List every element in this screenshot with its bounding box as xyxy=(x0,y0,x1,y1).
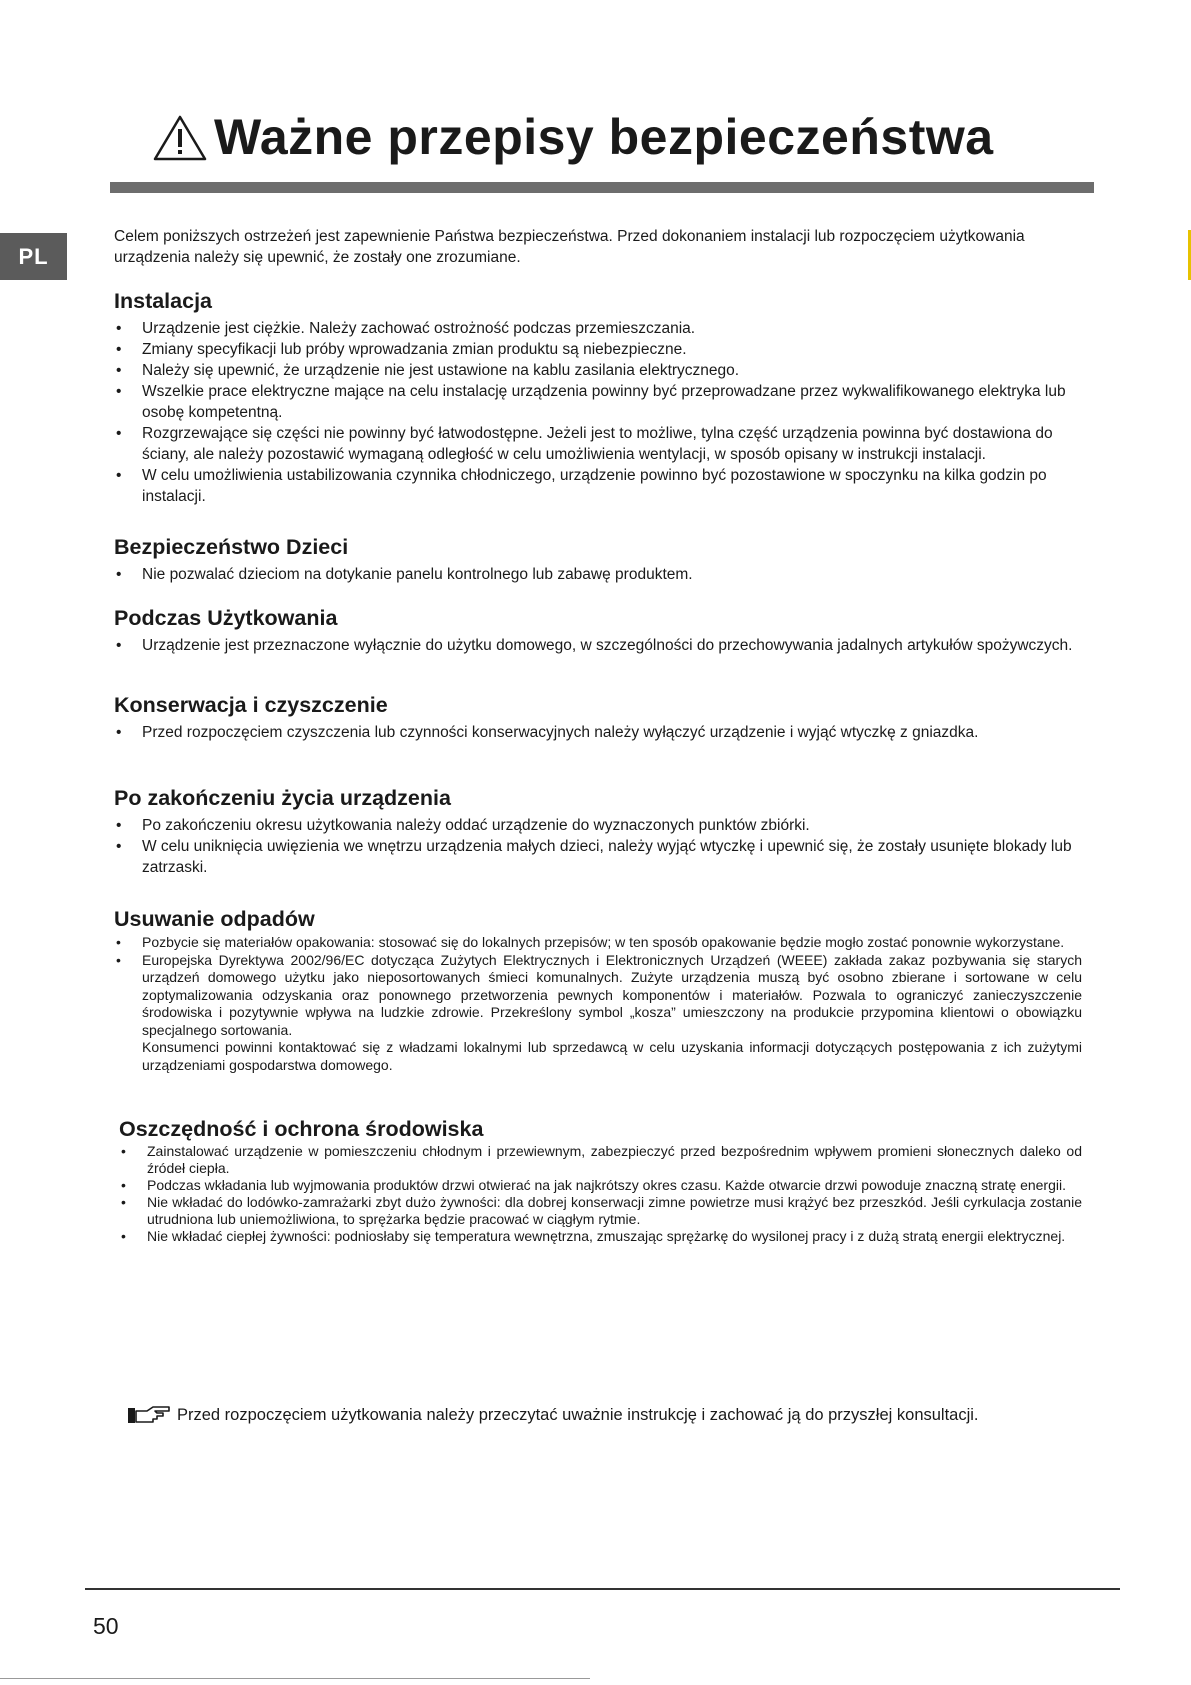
tip-note xyxy=(127,1405,979,1425)
warning-icon xyxy=(152,114,208,162)
bottom-edge-line xyxy=(0,1678,590,1679)
section-heading: Oszczędność i ochrona środowiska xyxy=(119,1117,484,1141)
page-number: 50 xyxy=(93,1613,119,1639)
list-item: • Nie wkładać ciepłej żywności: podniosłaby się temperatura wewnętrzna, zmuszając sprężarkę do wysilonej pracy i z dużą stratą energii elektrycznej. xyxy=(119,1228,1082,1245)
section-heading: Podczas Użytkowania xyxy=(114,606,338,630)
section-heading: Po zakończeniu życia urządzenia xyxy=(114,786,451,810)
section-heading: Instalacja xyxy=(114,289,212,313)
list-item xyxy=(114,952,1082,1075)
language-tab: PL xyxy=(0,233,67,280)
section-child-safety xyxy=(114,534,1082,585)
bullet-list xyxy=(114,815,1082,878)
list-item: • W celu umożliwienia ustabilizowania czynnika chłodniczego, urządzenie powinno być pozostawione w spoczynku na kilka godzin po instalacji. xyxy=(114,465,1082,507)
list-item: • Zainstalować urządzenie w pomieszczeniu chłodnym i przewiewnym, zabezpieczyć przed bezpośrednim wpływem promieni słonecznych daleko od źródeł ciepła. xyxy=(119,1143,1082,1177)
list-item: • Nie pozwalać dzieciom na dotykanie panelu kontrolnego lub zabawę produktem. xyxy=(114,564,1082,585)
list-item-text: Europejska Dyrektywa 2002/96/EC dotycząca Zużytych Elektrycznych i Elektronicznych Urządzeń (WEEE) zakłada zakaz pozbywania się starych urządzeń domowego użytku jako nieposortowanych śmieci komunalnych. Zużyte urządzenia muszą być osobno zbierane i sortowane w celu zoptymalizowania odzyskania oraz ponownego przetworzenia pewnych komponentów i materiałów. Pozwala to ograniczyć zanieczyszczenie środowiska i pozytywnie wpływa na ludzkie zdrowie. Przekreślony symbol „kosza” umieszczony na produkcie przypomina klientowi o obowiązku specjalnego sortowania. xyxy=(142,951,1082,1038)
list-item: • Przed rozpoczęciem czyszczenia lub czynności konserwacyjnych należy wyłączyć urządzenie i wyjąć wtyczkę z gniazdka. xyxy=(114,722,1082,743)
intro-paragraph: Celem poniższych ostrzeżeń jest zapewnienie Państwa bezpieczeństwa. Przed dokonaniem instalacji lub rozpoczęciem użytkowania urządzenia należy się upewnić, że zostały one zrozumiane. xyxy=(114,228,1025,266)
bullet-list xyxy=(114,722,1082,743)
list-item: • Podczas wkładania lub wyjmowania produktów drzwi otwierać na jak najkrótszy okres czasu. Każde otwarcie drzwi powoduje znaczną stratę energii. xyxy=(119,1177,1082,1194)
section-energy-saving xyxy=(119,1116,1082,1245)
section-waste-disposal xyxy=(114,906,1082,1074)
list-item: • W celu uniknięcia uwięzienia we wnętrzu urządzenia małych dzieci, należy wyjąć wtyczkę i upewnić się, że zostały usunięte blokady lub zatrzaski. xyxy=(114,836,1082,878)
section-heading: Konserwacja i czyszczenie xyxy=(114,693,388,717)
section-heading: Usuwanie odpadów xyxy=(114,907,315,931)
list-item: • Rozgrzewające się części nie powinny być łatwodostępne. Jeżeli jest to możliwe, tylna część urządzenia powinna być dostawiona do ściany, ale należy pozostawić wymaganą odległość w celu umożliwienia wentylacji, w sposób opisany w instrukcji instalacji. xyxy=(114,423,1082,465)
list-item: • Urządzenie jest przeznaczone wyłącznie do użytku domowego, w szczególności do przechowywania jadalnych artykułów spożywczych. xyxy=(114,635,1082,656)
section-installation xyxy=(114,288,1082,507)
section-maintenance xyxy=(114,692,1082,743)
section-during-use xyxy=(114,605,1082,656)
bullet-list xyxy=(114,318,1082,507)
bullet-list xyxy=(119,1143,1082,1245)
bullet-list xyxy=(114,934,1082,1074)
bullet-list xyxy=(114,564,1082,585)
page-title-text: Ważne przepisy bezpieczeństwa xyxy=(214,109,994,165)
list-item: • Nie wkładać do lodówko-zamrażarki zbyt dużo żywności: dla dobrej konserwacji zimne powietrze musi krążyć bez przeszkód. Jeśli cyrkulacja zostanie utrudniona lub uniemożliwiona, to sprężarka będzie pracować w ciągłym rytmie. xyxy=(119,1194,1082,1228)
list-item: • Pozbycie się materiałów opakowania: stosować się do lokalnych przepisów; w ten sposób opakowanie będzie mogło zostać ponownie wykorzystane. xyxy=(114,934,1082,952)
title-underline xyxy=(110,182,1094,193)
waste-note: Konsumenci powinni kontaktować się z władzami lokalnymi lub sprzedawcą w celu uzyskania informacji dotyczących postępowania z ich zużytymi urządzeniami gospodarstwa domowego. xyxy=(142,1039,1082,1073)
list-item: • Wszelkie prace elektryczne mające na celu instalację urządzenia powinny być przeprowadzane przez wykwalifikowanego elektryka lub osobę kompetentną. xyxy=(114,381,1082,423)
list-item: • Po zakończeniu okresu użytkowania należy oddać urządzenie do wyznaczonych punktów zbiórki. xyxy=(114,815,1082,836)
tip-text: Przed rozpoczęciem użytkowania należy przeczytać uważnie instrukcję i zachować ją do przyszłej konsultacji. xyxy=(177,1405,979,1424)
bullet-list xyxy=(114,635,1082,656)
section-end-of-life xyxy=(114,785,1082,878)
list-item: • Zmiany specyfikacji lub próby wprowadzania zmian produktu są niebezpieczne. xyxy=(114,339,1082,360)
footer-rule xyxy=(85,1588,1120,1590)
main-content xyxy=(114,226,1082,1245)
section-heading: Bezpieczeństwo Dzieci xyxy=(114,535,349,559)
list-item: • Należy się upewnić, że urządzenie nie jest ustawione na kablu zasilania elektrycznego. xyxy=(114,360,1082,381)
page-title xyxy=(152,109,994,165)
list-item: • Urządzenie jest ciężkie. Należy zachować ostrożność podczas przemieszczania. xyxy=(114,318,1082,339)
pointing-hand-icon xyxy=(127,1405,171,1425)
